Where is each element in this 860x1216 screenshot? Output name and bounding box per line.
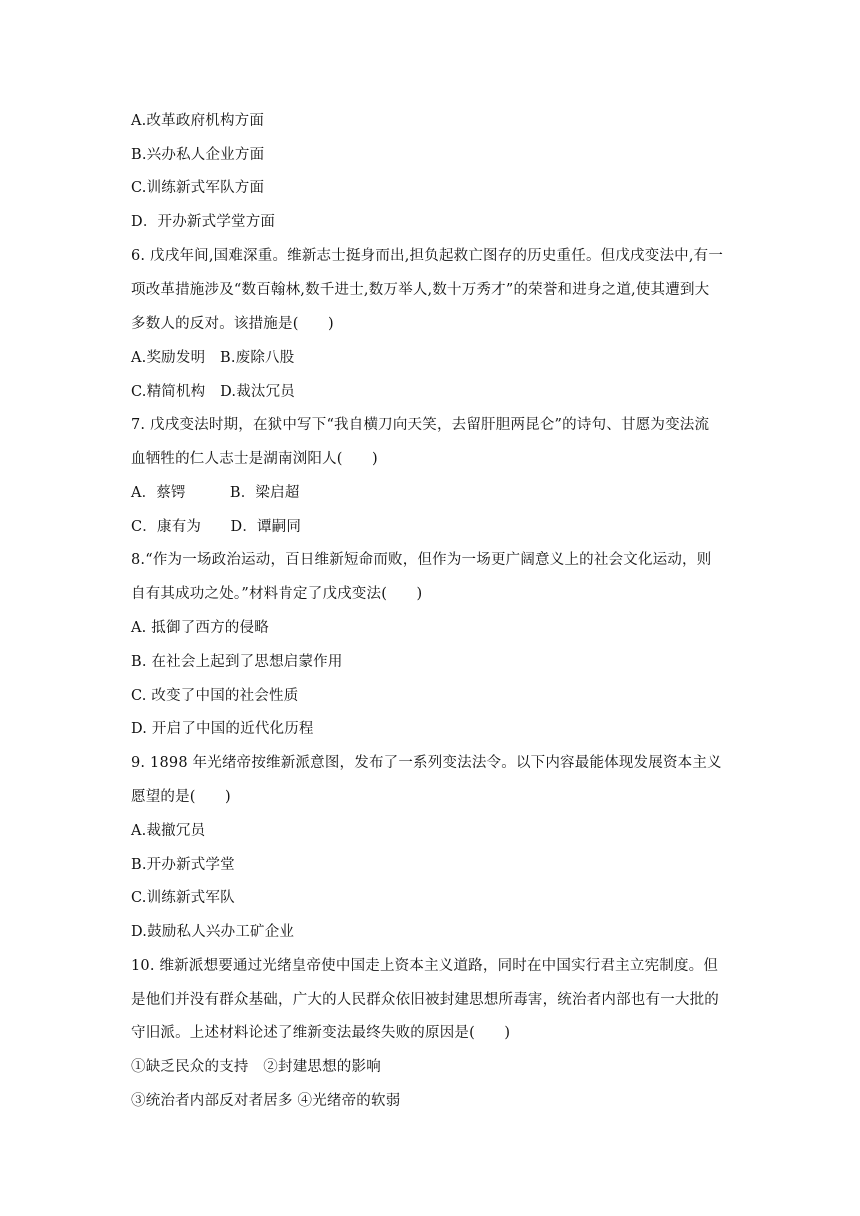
q7-stem-line-1: 7. 戊戌变法时期，在狱中写下“我自横刀向天笑，去留肝胆两昆仑”的诗句、甘愿为变法流 bbox=[131, 417, 710, 433]
q9-stem-line-1: 9. 1898 年光绪帝按维新派意图，发布了一系列变法法令。以下内容最能体现发展资本主义 bbox=[131, 755, 722, 771]
q5-option-a: A.改革政府机构方面 bbox=[131, 113, 265, 129]
q8-option-d: D. 开启了中国的近代化历程 bbox=[131, 721, 314, 737]
q8-option-a: A. 抵御了西方的侵略 bbox=[131, 620, 269, 636]
q8-option-c: C. 改变了中国的社会性质 bbox=[131, 688, 299, 704]
q9-option-d: D.鼓励私人兴办工矿企业 bbox=[131, 924, 295, 940]
q5-option-d: D．开办新式学堂方面 bbox=[131, 214, 276, 230]
q8-stem-line-1: 8.“作为一场政治运动，百日维新短命而败，但作为一场更广阔意义上的社会文化运动，则 bbox=[131, 552, 712, 568]
q8-option-b: B. 在社会上起到了思想启蒙作用 bbox=[131, 654, 343, 670]
q8-stem-line-2: 自有其成功之处。”材料肯定了戊戌变法( ) bbox=[131, 586, 423, 602]
q7-options-row-1: A．蔡锷 B．梁启超 bbox=[131, 485, 300, 501]
q9-option-c: C.训练新式军队 bbox=[131, 890, 235, 906]
q10-options-row-1: ①缺乏民众的支持 ②封建思想的影响 bbox=[131, 1059, 381, 1075]
q9-option-a: A.裁撤冗员 bbox=[131, 823, 206, 839]
q10-stem-line-1: 10. 维新派想要通过光绪皇帝使中国走上资本主义道路，同时在中国实行君主立宪制度。但 bbox=[131, 958, 719, 974]
q5-option-c: C.训练新式军队方面 bbox=[131, 180, 265, 196]
q7-options-row-2: C．康有为 D．谭嗣同 bbox=[131, 519, 302, 535]
q6-stem-line-2: 项改革措施涉及“数百翰林,数千进士,数万举人,数十万秀才”的荣誉和进身之道,使其遭到大 bbox=[131, 282, 710, 298]
q6-options-row-1: A.奖励发明 B.废除八股 bbox=[131, 350, 295, 366]
q6-stem-line-3: 多数人的反对。该措施是( ) bbox=[131, 316, 334, 332]
q6-stem-line-1: 6. 戊戌年间,国难深重。维新志士挺身而出,担负起救亡图存的历史重任。但戊戌变法中,有一 bbox=[131, 248, 724, 264]
q5-option-b: B.兴办私人企业方面 bbox=[131, 147, 265, 163]
q6-options-row-2: C.精简机构 D.裁汰冗员 bbox=[131, 384, 296, 400]
q7-stem-line-2: 血牺牲的仁人志士是湖南浏阳人( ) bbox=[131, 451, 378, 467]
q9-option-b: B.开办新式学堂 bbox=[131, 857, 235, 873]
q9-stem-line-2: 愿望的是( ) bbox=[131, 789, 231, 805]
q10-options-row-2: ③统治者内部反对者居多 ④光绪帝的软弱 bbox=[131, 1093, 401, 1109]
q10-stem-line-2: 是他们并没有群众基础，广大的人民群众依旧被封建思想所毒害，统治者内部也有一大批的 bbox=[131, 992, 719, 1008]
q10-stem-line-3: 守旧派。上述材料论述了维新变法最终失败的原因是( ) bbox=[131, 1025, 511, 1041]
